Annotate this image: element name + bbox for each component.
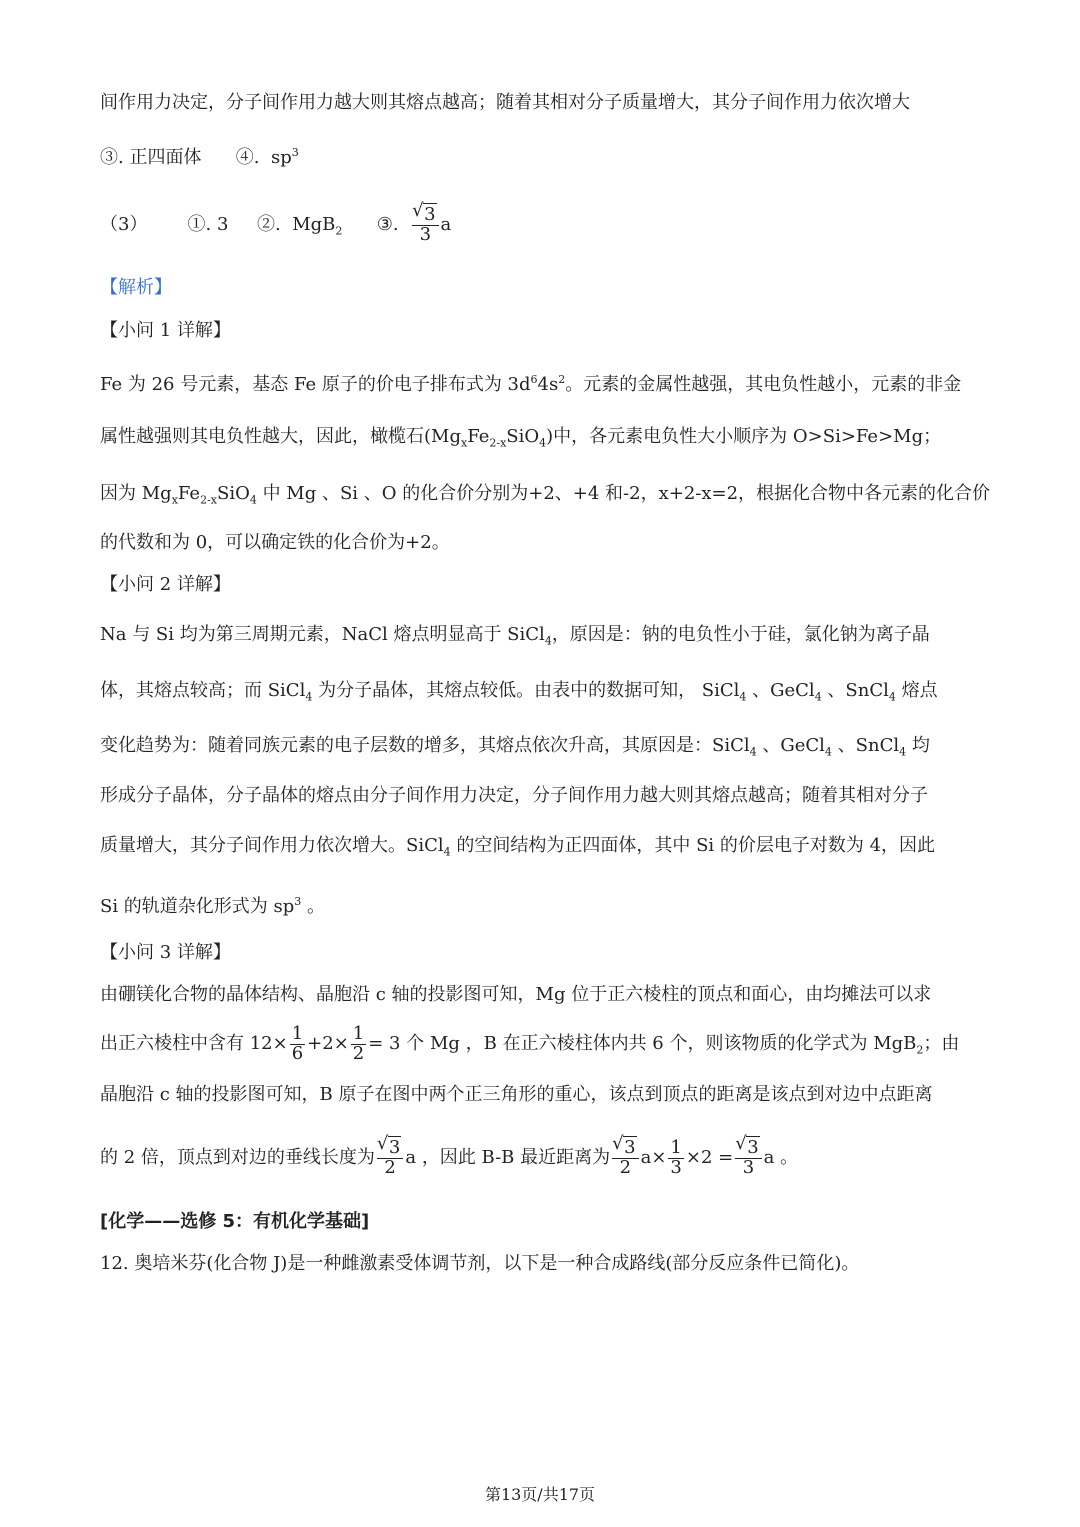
subquestion-2-heading: 【小问 2 详解】 [100, 574, 231, 595]
q3-line-3: 晶胞沿 c 轴的投影图可知，B 原子在图中两个正三角形的重心，该点到顶点的距离是该点到对边中点距离 [100, 1084, 933, 1105]
q1-line-4: 的代数和为 0，可以确定铁的化合价为+2。 [100, 532, 450, 553]
fraction: √ $\frac{3}{2}$ [612, 1139, 638, 1178]
q3-line-4: 的 2 倍，顶点到对边的垂线长度为 √ $\frac{3}{2}$ a ，因此 B-B 最近距离为 √ $\frac{3}{2}$ a× $\frac{1}{3}$ ×2 = √ $\frac{3}{3}$ a 。 [100, 1130, 798, 1186]
fraction: $\frac{1}{6}$ [291, 1022, 304, 1064]
answer-line-2: ③. 正四面体 ④. $sp^3$ [100, 146, 299, 168]
q2-line-5: 质量增大，其分子间作用力依次增大。SiCl$_4$ 的空间结构为正四面体，其中 Si 的价层电子对数为 4，因此 [100, 835, 936, 859]
subquestion-1-heading: 【小问 1 详解】 [100, 320, 231, 341]
question-12: 12. 奥培米芬(化合物 J)是一种雌激素受体调节剂，以下是一种合成路线(部分反应条件已简化)。 [100, 1253, 860, 1274]
q2-line-2: 体，其熔点较高；而 SiCl$_4$ 为分子晶体，其熔点较低。由表中的数据可知， SiCl$_4$ 、GeCl$_4$ 、SnCl$_4$ 熔点 [100, 680, 938, 704]
q3-line-2: 出正六棱柱中含有 12× $\frac{1}{6}$ +2× $\frac{1}{2}$ = 3 个 Mg ，B 在正六棱柱体内共 6 个，则该物质的化学式为 MgB$_2$；由 [100, 1022, 960, 1064]
answer-line-3: （3） ①. 3 ②. MgB$_2$ ③. √ $\frac{3}{3}$ a [100, 200, 451, 257]
q1-line-1: Fe 为 26 号元素，基态 Fe 原子的价电子排布式为 $3d^64s^2$。元素的金属性越强，其电负性越小，元素的非金 [100, 373, 962, 395]
fraction: √ $\frac{3}{2}$ [377, 1139, 403, 1178]
q2-line-3: 变化趋势为：随着同族元素的电子层数的增多，其熔点依次升高，其原因是：SiCl$_4$ 、GeCl$_4$ 、SnCl$_4$ 均 [100, 735, 930, 759]
q3-line-1: 由硼镁化合物的晶体结构、晶胞沿 c 轴的投影图可知，Mg 位于正六棱柱的顶点和面心，由均摊法可以求 [100, 984, 932, 1005]
q2-line-4: 形成分子晶体，分子晶体的熔点由分子间作用力决定，分子间作用力越大则其熔点越高；随着其相对分子 [100, 785, 928, 806]
fraction: √ $\frac{3}{3}$ [735, 1139, 761, 1178]
subquestion-3-heading: 【小问 3 详解】 [100, 942, 231, 963]
q2-line-1: Na 与 Si 均为第三周期元素，NaCl 熔点明显高于 SiCl$_4$，原因是：钠的电负性小于硅，氯化钠为离子晶 [100, 624, 930, 648]
q2-line-6: Si 的轨道杂化形式为 $sp^3$ 。 [100, 895, 326, 917]
page-footer: 第13页/共17页 [484, 1485, 596, 1504]
section-heading: [化学——选修 5：有机化学基础] [100, 1211, 370, 1232]
analysis-tag: 【解析】 [100, 277, 172, 298]
q1-line-3: 因为 $Mg_xFe_{2-x}SiO_4$ 中 Mg 、Si 、O 的化合价分别为+2、+4 和-2，x+2-x=2，根据化合物中各元素的化合价 [100, 483, 991, 507]
fraction: √ $\frac{3}{3}$ [412, 206, 438, 245]
fraction: $\frac{1}{2}$ [352, 1022, 365, 1064]
q1-line-2: 属性越强则其电负性越大，因此，橄榄石$(Mg_xFe_{2-x}SiO_4)$中，各元素电负性大小顺序为 O>Si>Fe>Mg； [100, 426, 942, 450]
text-line: 间作用力决定，分子间作用力越大则其熔点越高；随着其相对分子质量增大，其分子间作用力依次增大 [100, 92, 910, 113]
fraction: $\frac{1}{3}$ [670, 1136, 682, 1178]
